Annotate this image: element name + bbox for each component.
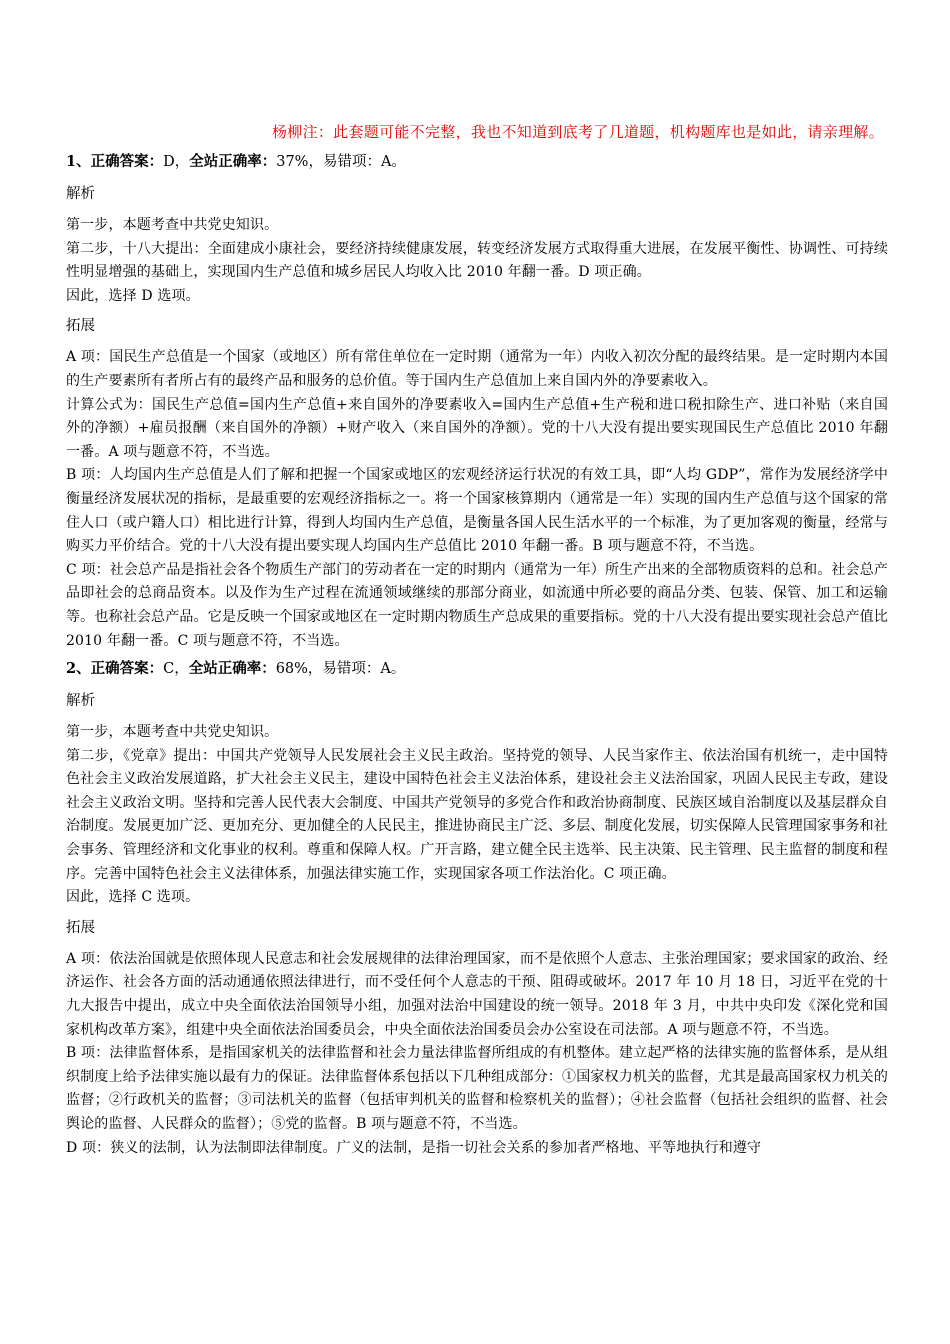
analysis-paragraph: 第二步，《党章》提出：中国共产党领导人民发展社会主义民主政治。坚持党的领导、人民当家作主、依法治国有机统一，走中国特色社会主义政治发展道路，扩大社会主义民主，建设中国特色社会主义法治体系，建设社会主义法治国家，巩固人民民主专政，建设社会主义政治文明。坚持和完善人民代表大会制度、中国共产党领导的多党合作和政治协商制度、民族区域自治制度以及基层群众自治制度。发展更加广泛、更加充分、更加健全的人民民主，推进协商民主广泛、多层、制度化发展，切实保障人民管理国家事务和社会事务、管理经济和文化事业的权利。尊重和保障人权。广开言路，建立健全民主选举、民主决策、民主管理、民主监督的制度和程序。完善中国特色社会主义法律体系，加强法律实施工作，实现国家各项工作法治化。C 项正确。	[66, 747, 888, 882]
answer-value: C，	[163, 661, 189, 678]
extension-paragraph: D 项：狭义的法制，认为法制即法律制度。广义的法制，是指一切社会关系的参加者严格地、平等地执行和遵守	[66, 1139, 762, 1156]
analysis-paragraph: 第一步，本题考查中共党史知识。	[66, 217, 279, 233]
extension-paragraph: 计算公式为：国民生产总值=国内生产总值+来自国外的净要素收入=国内生产总值+生产税和进口税扣除生产、进口补贴（来自国外的净额）+雇员报酬（来自国外的净额）+财产收入（来自国外的净额）。党的十八大没有提出要实现国民生产总值比 2010 年翻一番。A 项与题意不符，不当选。	[66, 396, 888, 460]
document-page	[66, 118, 888, 1160]
accuracy-value: 68%，易错项：A。	[275, 661, 406, 678]
accuracy-value: 37%，易错项：A。	[276, 154, 406, 170]
analysis-label: 解析	[66, 186, 95, 202]
answer-label: 1、正确答案：	[66, 153, 164, 170]
extension-paragraph: A 项：国民生产总值是一个国家（或地区）所有常住单位在一定时期（通常为一年）内收入初次分配的最终结果。是一定时期内本国的生产要素所有者所占有的最终产品和服务的总价值。等于国内生产总值加上来自国内外的净要素收入。	[66, 349, 888, 389]
accuracy-label: 全站正确率：	[188, 660, 276, 678]
analysis-label: 解析	[66, 693, 95, 710]
analysis-paragraph: 第一步，本题考查中共党史知识。	[66, 724, 279, 741]
extension-paragraph: C 项：社会总产品是指社会各个物质生产部门的劳动者在一定的时期内（通常为一年）所生产出来的全部物质资料的总和。社会总产品即社会的总商品资本。以及作为生产过程在流通领域继续的那部分商业，如流通中所必要的商品分类、包装、保管、加工和运输等。也称社会总产品。它是反映一个国家或地区在一定时期内物质生产总成果的重要指标。党的十八大没有提出要实现社会总产值比 2010 年翻一番。C 项与题意不符，不当选。	[66, 561, 889, 649]
analysis-paragraph: 因此，选择 C 选项。	[66, 889, 200, 906]
question-2-header	[66, 655, 888, 683]
question-1-header	[66, 148, 888, 176]
accuracy-label: 全站正确率：	[189, 153, 277, 170]
extension-paragraph: A 项：依法治国就是依照体现人民意志和社会发展规律的法律治理国家，而不是依照个人意志、主张治理国家；要求国家的政治、经济运作、社会各方面的活动通通依照法律进行，而不受任何个人意志的干预、阻碍或破坏。2017 年 10 月 18 日，习近平在党的十九大报告中提出，成立中央全面依法治国领导小组，加强对法治中国建设的统一领导。2018 年 3 月，中共中央印发《深化党和国家机构改革方案》，组建中央全面依法治国委员会，中央全面依法治国委员会办公室设在司法部。A 项与题意不符，不当选。	[66, 950, 888, 1038]
extension-label: 拓展	[66, 919, 95, 936]
answer-value: D，	[163, 154, 190, 170]
analysis-paragraph: 因此，选择 D 选项。	[66, 287, 200, 304]
extension-label: 拓展	[66, 318, 95, 335]
editor-note: 杨柳注：此套题可能不完整，我也不知道到底考了几道题，机构题库也是如此，请亲理解。	[271, 123, 884, 141]
answer-label: 2、正确答案：	[66, 660, 164, 678]
extension-paragraph: B 项：法律监督体系，是指国家机关的法律监督和社会力量法律监督所组成的有机整体。建立起严格的法律实施的监督体系，是从组织制度上给予法律实施以最有力的保证。法律监督体系包括以下几种组成部分：①国家权力机关的监督，尤其是最高国家权力机关的监督；②行政机关的监督；③司法机关的监督（包括审判机关的监督和检察机关的监督）；④社会监督（包括社会组织的监督、社会舆论的监督、人民群众的监督）；⑤党的监督。B 项与题意不符，不当选。	[66, 1045, 888, 1132]
extension-paragraph: B 项：人均国内生产总值是人们了解和把握一个国家或地区的宏观经济运行状况的有效工具，即“人均 GDP”，常作为发展经济学中衡量经济发展状况的指标，是最重要的宏观经济指标之一。将一个国家核算期内（通常是一年）实现的国内生产总值与这个国家的常住人口（或户籍人口）相比进行计算，得到人均国内生产总值，是衡量各国人民生活水平的一个标准，为了更加客观的衡量，经常与购买力平价结合。党的十八大没有提出要实现人均国内生产总值比 2010 年翻一番。B 项与题意不符，不当选。	[66, 467, 888, 555]
analysis-paragraph: 第二步，十八大提出：全面建成小康社会，要经济持续健康发展，转变经济发展方式取得重大进展，在发展平衡性、协调性、可持续性明显增强的基础上，实现国内生产总值和城乡居民人均收入比 2010 年翻一番。D 项正确。	[66, 240, 888, 281]
